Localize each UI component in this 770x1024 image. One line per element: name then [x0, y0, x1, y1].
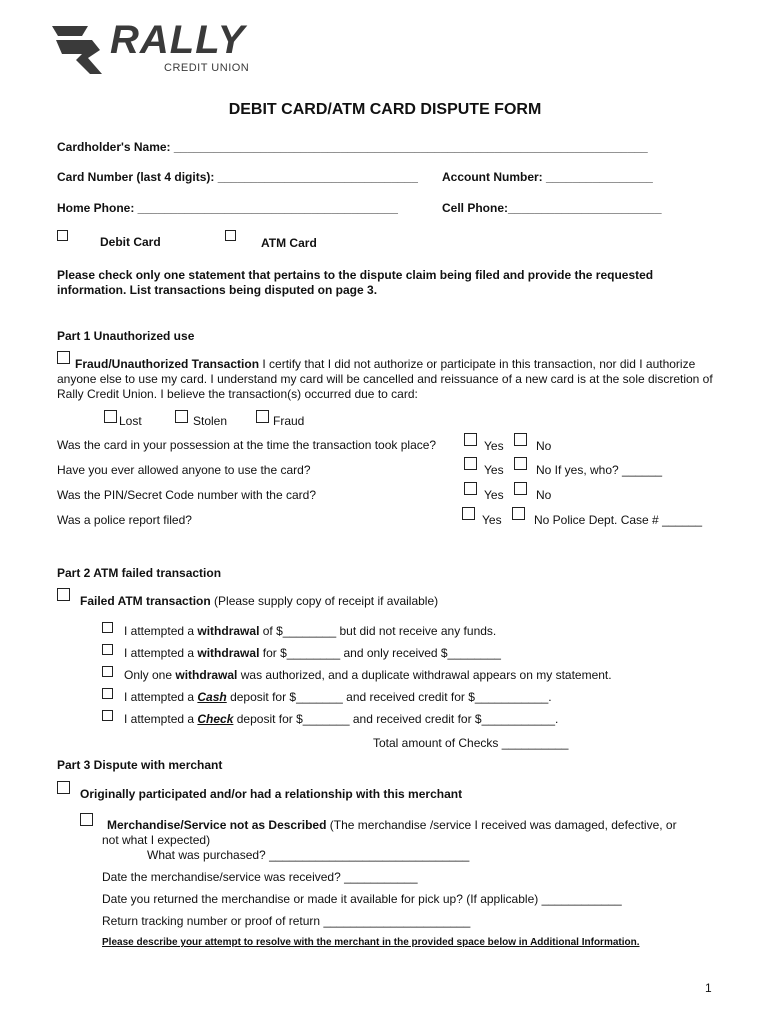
- withdrawal-duplicate-checkbox[interactable]: [102, 666, 113, 677]
- merchandise-checkbox[interactable]: [80, 813, 93, 826]
- allowed-yes-checkbox[interactable]: [464, 457, 477, 470]
- participated-label: Originally participated and/or had a relationship with this merchant: [80, 787, 463, 801]
- atm-card-checkbox[interactable]: [225, 230, 236, 241]
- merchandise-text-2: not what I expected): [102, 833, 211, 847]
- question-possession: Was the card in your possession at the time the transaction took place?: [57, 438, 437, 452]
- d1-prefix: I attempted a: [124, 690, 198, 704]
- debit-card-label: Debit Card: [100, 235, 161, 249]
- home-phone-field[interactable]: Home Phone: _______________________________________: [57, 201, 398, 215]
- failed-atm-statement: [80, 594, 438, 608]
- d2-emph: Check: [197, 712, 234, 726]
- logo-sub: CREDIT UNION: [164, 62, 250, 74]
- stolen-checkbox[interactable]: [175, 410, 188, 423]
- fraud-label: Fraud/Unauthorized Transaction: [75, 357, 260, 371]
- cardholder-name-field[interactable]: Cardholder's Name: _______________________________________________________________________: [57, 140, 648, 154]
- cell-phone-field[interactable]: Cell Phone:_______________________: [442, 201, 662, 215]
- debit-card-checkbox[interactable]: [57, 230, 68, 241]
- police-no-checkbox[interactable]: [512, 507, 525, 520]
- date-returned-field[interactable]: Date you returned the merchandise or made it available for pick up? (If applicable) ____________: [102, 892, 622, 906]
- check-deposit-checkbox[interactable]: [102, 710, 113, 721]
- d2-prefix: I attempted a: [124, 712, 198, 726]
- lost-checkbox[interactable]: [104, 410, 117, 423]
- withdrawal-partial: [124, 646, 501, 660]
- rally-logo-mark-icon: [52, 24, 106, 76]
- fraud-text: I certify that I did not authorize or participate in this transaction, nor did I authorize anyone else to use my card. I understand my card will be cancelled and reissuance of a new card is at the sole discretion of Rally Credit Union. I believe the transaction(s) occurred due to card:: [57, 357, 713, 401]
- merchandise-statement: [107, 818, 677, 832]
- w1-prefix: I attempted a: [124, 624, 198, 638]
- d1-suffix: deposit for $_______ and received credit for $___________.: [226, 690, 552, 704]
- merchandise-label: Merchandise/Service not as Described: [107, 818, 327, 832]
- fraud-statement: [57, 357, 717, 402]
- instructions: Please check only one statement that pertains to the dispute claim being filed and provide the requested information. List transactions being disputed on page 3.: [57, 268, 654, 297]
- failed-atm-checkbox[interactable]: [57, 588, 70, 601]
- stolen-label: Stolen: [193, 414, 228, 428]
- pin-yes-checkbox[interactable]: [464, 482, 477, 495]
- cash-deposit-checkbox[interactable]: [102, 688, 113, 699]
- failed-atm-label: Failed ATM transaction: [80, 594, 211, 608]
- w1-emph: withdrawal: [197, 624, 260, 638]
- possession-no-label: No: [536, 439, 552, 453]
- question-police-report: Was a police report filed?: [57, 513, 192, 527]
- what-purchased-field[interactable]: What was purchased? ______________________________: [147, 848, 470, 862]
- d2-suffix: deposit for $_______ and received credit for $___________.: [233, 712, 559, 726]
- fraud-option-checkbox[interactable]: [256, 410, 269, 423]
- form-title: DEBIT CARD/ATM CARD DISPUTE FORM: [228, 101, 542, 118]
- date-received-field[interactable]: Date the merchandise/service was received? ___________: [102, 870, 418, 884]
- part1-heading: Part 1 Unauthorized use: [57, 329, 195, 343]
- question-pin: Was the PIN/Secret Code number with the card?: [57, 488, 317, 502]
- police-yes-label: Yes: [482, 513, 502, 527]
- allowed-no-label: No If yes, who? ______: [536, 463, 663, 477]
- part2-heading: Part 2 ATM failed transaction: [57, 566, 222, 580]
- w3-suffix: was authorized, and a duplicate withdrawal appears on my statement.: [237, 668, 612, 682]
- withdrawal-duplicate: [124, 668, 612, 682]
- total-checks-field[interactable]: Total amount of Checks __________: [373, 736, 569, 750]
- pin-yes-label: Yes: [484, 488, 504, 502]
- pin-no-label: No: [536, 488, 552, 502]
- w3-prefix: Only one: [124, 668, 176, 682]
- check-deposit: [124, 712, 558, 726]
- part3-heading: Part 3 Dispute with merchant: [57, 758, 223, 772]
- lost-label: Lost: [119, 414, 142, 428]
- police-yes-checkbox[interactable]: [462, 507, 475, 520]
- atm-card-label: ATM Card: [261, 236, 317, 250]
- withdrawal-partial-checkbox[interactable]: [102, 644, 113, 655]
- cash-deposit: [124, 690, 552, 704]
- tracking-field[interactable]: Return tracking number or proof of return ______________________: [102, 914, 471, 928]
- possession-no-checkbox[interactable]: [514, 433, 527, 446]
- card-number-field[interactable]: Card Number (last 4 digits): ______________________________: [57, 170, 418, 184]
- w1-suffix: of $________ but did not receive any funds.: [259, 624, 497, 638]
- describe-instruction: Please describe your attempt to resolve with the merchant in the provided space below in Additional Information.: [102, 937, 640, 948]
- pin-no-checkbox[interactable]: [514, 482, 527, 495]
- w2-prefix: I attempted a: [124, 646, 198, 660]
- account-number-field[interactable]: Account Number: ________________: [442, 170, 653, 184]
- logo-brand: RALLY: [110, 18, 246, 62]
- police-no-label: No Police Dept. Case # ______: [534, 513, 703, 527]
- possession-yes-label: Yes: [484, 439, 504, 453]
- possession-yes-checkbox[interactable]: [464, 433, 477, 446]
- page-number: 1: [705, 981, 712, 995]
- w2-suffix: for $________ and only received $________: [259, 646, 501, 660]
- question-allowed-use: Have you ever allowed anyone to use the card?: [57, 463, 311, 477]
- w2-emph: withdrawal: [197, 646, 260, 660]
- w3-emph: withdrawal: [175, 668, 238, 682]
- allowed-no-checkbox[interactable]: [514, 457, 527, 470]
- allowed-yes-label: Yes: [484, 463, 504, 477]
- participated-checkbox[interactable]: [57, 781, 70, 794]
- failed-atm-text: (Please supply copy of receipt if available): [210, 594, 439, 608]
- merchandise-text-1: (The merchandise /service I received was damaged, defective, or: [326, 818, 677, 832]
- fraud-option-label: Fraud: [273, 414, 305, 428]
- withdrawal-no-funds: [124, 624, 496, 638]
- withdrawal-no-funds-checkbox[interactable]: [102, 622, 113, 633]
- d1-emph: Cash: [197, 690, 227, 704]
